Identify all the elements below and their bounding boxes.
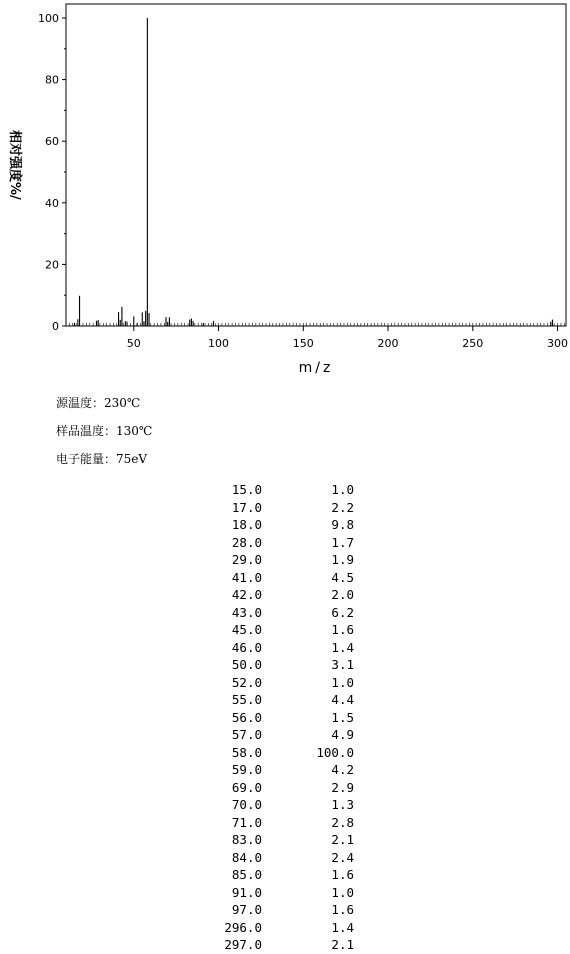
mz-cell: 91.0 [231,884,262,900]
mz-cell: 43.0 [231,604,262,620]
mz-cell: 56.0 [231,709,262,725]
abundance-cell: 6.2 [331,604,354,620]
spectrum-peaks [74,18,552,326]
mz-cell: 29.0 [231,552,262,567]
table-row [200,516,354,534]
abundance-cell: 4.4 [331,692,354,707]
table-row [200,779,354,797]
table-row [200,639,354,657]
abundance-cell: 1.4 [331,919,354,935]
abundance-cell: 1.9 [331,552,354,567]
abundance-cell: 1.0 [331,884,354,900]
y-tick-label: 40 [45,196,59,210]
abundance-cell: 100.0 [316,744,354,760]
table-row [200,744,354,762]
mz-cell: 70.0 [231,797,262,812]
table-row [200,534,354,552]
abundance-cell: 1.0 [331,674,354,690]
abundance-cell: 2.2 [331,499,354,515]
table-row [200,866,354,884]
table-row [200,919,354,937]
table-row [200,604,354,622]
mz-cell: 71.0 [231,814,262,830]
mz-cell: 297.0 [224,937,262,952]
mz-cell: 55.0 [231,692,262,707]
abundance-cell: 2.1 [331,937,354,952]
mz-cell: 50.0 [231,657,262,672]
x-tick-label: 250 [462,337,484,350]
mz-cell: 15.0 [231,482,262,497]
mz-cell: 52.0 [231,674,262,690]
y-tick-label: 20 [45,258,59,272]
table-row [200,621,354,639]
table-row [200,674,354,692]
mz-cell: 45.0 [231,622,262,637]
table-row [200,884,354,902]
table-row [200,726,354,744]
mz-cell: 46.0 [231,639,262,655]
table-row [200,691,354,709]
x-axis [127,326,568,350]
table-row [200,656,354,674]
table-row [200,709,354,727]
mz-cell: 97.0 [231,902,262,917]
abundance-cell: 1.0 [331,482,354,497]
mz-cell: 28.0 [231,534,262,550]
mz-cell: 18.0 [231,517,262,532]
x-tick-label: 100 [208,337,230,350]
table-row [200,796,354,814]
abundance-cell: 1.6 [331,622,354,637]
table-row [200,586,354,604]
abundance-cell: 1.6 [331,902,354,917]
abundance-cell: 2.4 [331,849,354,865]
mz-cell: 58.0 [231,744,262,760]
abundance-cell: 3.1 [331,657,354,672]
y-tick-label: 80 [45,73,59,87]
table-row [200,849,354,867]
y-tick-label: 100 [38,12,59,25]
y-tick-label: 60 [45,135,59,149]
abundance-cell: 4.2 [331,762,354,777]
x-tick-label: 200 [377,337,399,350]
source-temperature: 源温度：230℃ [56,396,141,410]
mz-cell: 42.0 [231,587,262,602]
table-row [200,761,354,779]
mz-cell: 83.0 [231,832,262,847]
abundance-cell: 4.9 [331,727,354,742]
mass-spectrum-chart [0,0,570,380]
table-row [200,551,354,569]
mz-cell: 59.0 [231,762,262,777]
x-tick-label: 50 [126,337,141,350]
mz-cell: 84.0 [231,849,262,865]
abundance-cell: 2.1 [331,832,354,847]
abundance-cell: 2.9 [331,779,354,795]
table-row [200,831,354,849]
mz-cell: 41.0 [231,569,262,585]
mz-cell: 85.0 [231,867,262,882]
x-tick-label: 150 [292,337,314,350]
abundance-cell: 1.4 [331,639,354,655]
abundance-cell: 1.6 [331,867,354,882]
y-tick-label: 0 [52,320,59,333]
abundance-cell: 9.8 [331,517,354,532]
mz-cell: 296.0 [224,919,262,935]
abundance-cell: 1.7 [331,534,354,550]
y-axis-label: 相对强度%/ [7,130,22,200]
table-row [200,481,354,499]
mz-cell: 57.0 [231,727,262,742]
abundance-cell: 2.8 [331,814,354,830]
table-row [200,569,354,587]
table-row [200,814,354,832]
abundance-cell: 1.3 [331,797,354,812]
x-axis-label: m/z [298,360,334,376]
electron-energy: 电子能量：75eV [56,452,148,466]
mz-cell: 17.0 [231,499,262,515]
x-tick-label: 300 [547,337,569,350]
peak-list-table [200,481,354,954]
sample-temperature: 样品温度：130℃ [56,424,153,438]
table-row [200,901,354,919]
abundance-cell: 2.0 [331,587,354,602]
y-axis [38,12,66,333]
table-row [200,499,354,517]
mz-cell: 69.0 [231,779,262,795]
abundance-cell: 4.5 [331,569,354,585]
abundance-cell: 1.5 [331,709,354,725]
plot-frame [66,4,566,326]
